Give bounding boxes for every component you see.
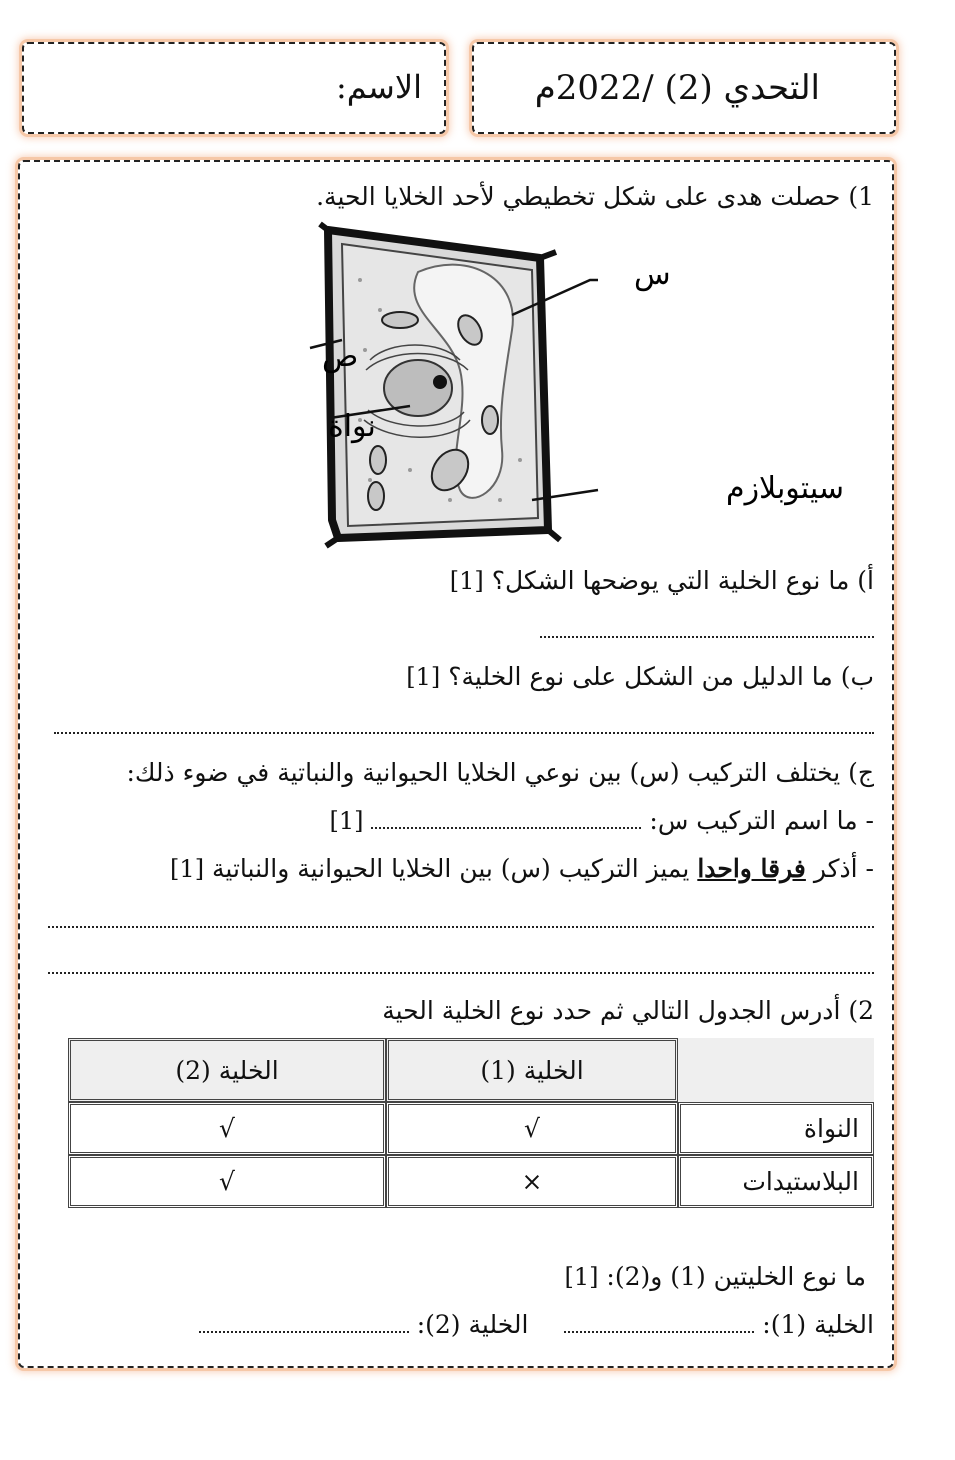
- table-cell: √: [386, 1102, 678, 1155]
- q1-b-mark: [1]: [406, 663, 441, 691]
- label-sad: ص: [322, 339, 359, 374]
- plant-cell-diagram: [250, 220, 845, 550]
- q2-question-mark: [1]: [564, 1263, 599, 1291]
- q1-c-sub2-bold: فرقا واحدا: [697, 854, 806, 883]
- label-cytoplasm: سيتوبلازم: [726, 471, 845, 506]
- answer-line-c2b[interactable]: [48, 972, 874, 974]
- q2-intro: 2) أدرس الجدول التالي ثم حدد نوع الخلية الحية: [382, 996, 874, 1025]
- main-box: [18, 160, 894, 1368]
- q1-c-sub2: [170, 854, 874, 883]
- q1-c-sub1-mark: [1]: [329, 807, 364, 835]
- label-s: س: [634, 257, 671, 292]
- q1-c-sub2-post: يميز التركيب (س) بين الخلايا الحيوانية والنباتية: [212, 854, 690, 883]
- answer2-label: الخلية (2):: [416, 1310, 529, 1339]
- cells-table: [68, 1038, 874, 1208]
- answer-line-a[interactable]: [540, 636, 874, 638]
- table-header-cell1: الخلية (1): [386, 1038, 678, 1102]
- table-header-empty: [678, 1038, 874, 1102]
- q1-c: ج) يختلف التركيب (س) بين نوعي الخلايا الحيوانية والنباتية في ضوء ذلك:: [126, 758, 874, 787]
- q2-answers: [199, 1310, 874, 1339]
- q2-question: [564, 1262, 866, 1291]
- q1-c-sub1: [329, 806, 874, 835]
- table-header-cell2: الخلية (2): [68, 1038, 386, 1102]
- q1-b: [406, 662, 874, 691]
- q1-a: [450, 566, 874, 595]
- name-box: [22, 42, 446, 134]
- q1-intro: 1) حصلت هدى على شكل تخطيطي لأحد الخلايا الحية.: [316, 182, 874, 211]
- table-cell: ×: [386, 1155, 678, 1208]
- title-box: [472, 42, 896, 134]
- q1-a-text: أ) ما نوع الخلية التي يوضحها الشكل؟: [491, 566, 874, 595]
- table-row-label: البلاستيدات: [678, 1155, 874, 1208]
- q1-c-sub2-pre: - أذكر: [813, 854, 874, 883]
- answer-line-b[interactable]: [54, 732, 874, 734]
- table-row-label: النواة: [678, 1102, 874, 1155]
- q1-a-mark: [1]: [449, 567, 484, 595]
- answer-line-c1[interactable]: [371, 827, 641, 829]
- q1-c-sub2-mark: [1]: [170, 855, 205, 883]
- page-title: التحدي (2) /2022م: [534, 68, 820, 108]
- answer1-line[interactable]: [564, 1331, 754, 1333]
- q1-c-sub1-text: - ما اسم التركيب س:: [649, 806, 874, 835]
- name-label: الاسم:: [335, 68, 422, 106]
- q1-b-text: ب) ما الدليل من الشكل على نوع الخلية؟: [448, 662, 874, 691]
- table-cell: √: [68, 1155, 386, 1208]
- label-nucleus: نواة: [328, 409, 376, 444]
- answer2-line[interactable]: [199, 1331, 409, 1333]
- q2-question-text: ما نوع الخليتين (1) و(2):: [606, 1262, 866, 1291]
- table-cell: √: [68, 1102, 386, 1155]
- answer-line-c2a[interactable]: [48, 926, 874, 928]
- answer1-label: الخلية (1):: [762, 1310, 874, 1339]
